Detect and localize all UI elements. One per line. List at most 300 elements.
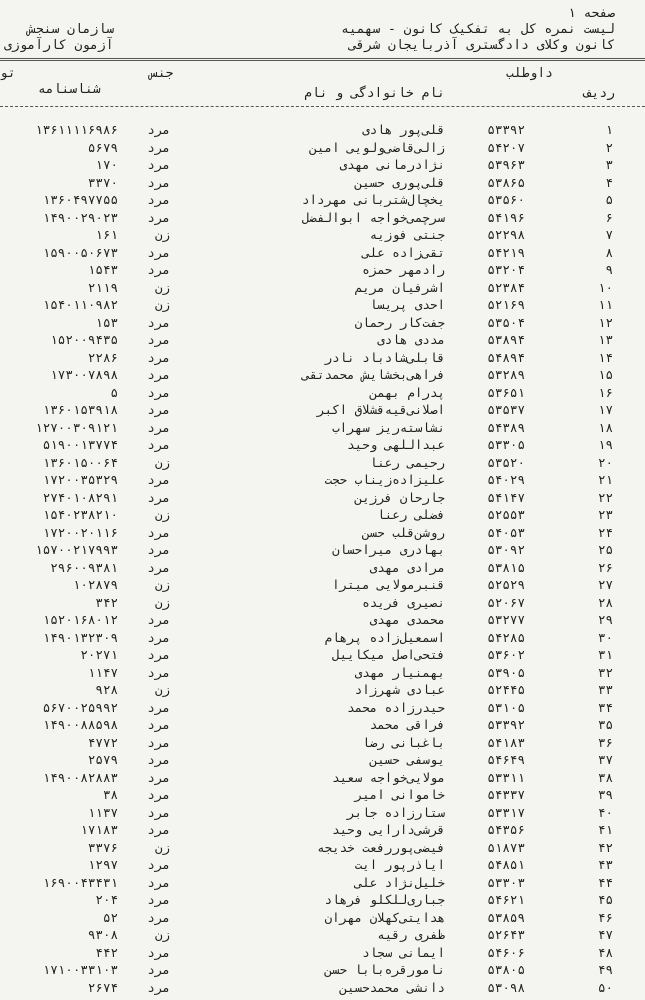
table-row (0, 210, 645, 226)
id-number: ۱۵۴۳ (87, 262, 118, 277)
table-row (0, 122, 645, 138)
applicant-sex: زن (154, 454, 170, 470)
applicant-code: ۵۳۰۹۲ (487, 542, 525, 557)
id-number: ۱۵۳ (95, 314, 118, 330)
row-number: ۱۵ (597, 367, 613, 382)
applicant-sex: مرد (147, 524, 170, 540)
applicant-name: جنتی فوزیه (369, 227, 445, 242)
row-number: ۳۲ (597, 664, 613, 680)
applicant-code: ۵۲۱۶۹ (487, 297, 525, 312)
applicant-sex: مرد (147, 612, 170, 627)
id-number: ۵۲ (102, 909, 118, 925)
table-row (0, 787, 645, 803)
id-number: ۹۲۸ (95, 682, 118, 697)
applicant-name: بهمنیار مهدی (354, 664, 445, 680)
applicant-sex: مرد (147, 559, 170, 575)
applicant-code: ۵۳۳۹۲ (487, 717, 525, 732)
id-number: ۲۶۷۴ (87, 979, 118, 995)
row-number: ۴ (605, 174, 613, 190)
id-number: ۱۶۹۰۰۴۳۴۳۱ (42, 874, 118, 890)
applicant-sex: مرد (147, 752, 170, 767)
id-number: ۳۸ (102, 787, 118, 802)
id-number: ۲۱۱۹ (87, 279, 118, 295)
applicant-code: ۵۳۳۰۳ (487, 874, 525, 890)
row-number: ۲۶ (597, 559, 613, 575)
id-number: ۴۴۲ (95, 944, 118, 960)
id-number: ۱۳۶۰۴۹۷۷۵۵ (42, 192, 118, 207)
row-number: ۱۴ (597, 349, 613, 365)
applicant-sex: زن (154, 279, 170, 295)
applicant-sex: مرد (147, 909, 170, 925)
applicant-code: ۵۳۳۹۲ (487, 122, 525, 137)
table-row (0, 840, 645, 856)
applicant-sex: مرد (147, 769, 170, 785)
table-row (0, 577, 645, 593)
table-row (0, 245, 645, 261)
row-number: ۱۲ (597, 314, 613, 330)
table-row (0, 595, 645, 611)
applicant-sex: مرد (147, 174, 170, 190)
table-row (0, 875, 645, 891)
applicant-code: ۵۳۵۰۴ (487, 314, 525, 330)
applicant-name: جباری‌للکلو فرهاد (324, 892, 445, 907)
row-number: ۴۲ (597, 839, 613, 855)
id-number: ۲۰۲۷۱ (80, 647, 118, 662)
row-number: ۳۱ (597, 647, 613, 662)
applicant-sex: مرد (147, 472, 170, 487)
row-number: ۴۰ (597, 804, 613, 820)
applicant-code: ۵۴۲۱۹ (487, 244, 525, 260)
id-number: ۱۶۱ (95, 227, 118, 242)
id-number: ۱۵۲۰۰۹۴۳۵ (50, 332, 118, 347)
applicant-sex: مرد (147, 332, 170, 347)
id-number: ۹۳۰۸ (87, 927, 118, 942)
id-number: ۵۱۹۰۰۱۳۷۷۴ (42, 437, 118, 452)
id-number: ۱۷۱۸۳ (80, 822, 118, 837)
applicant-code: ۵۳۳۱۷ (487, 804, 525, 820)
applicant-sex: مرد (147, 874, 170, 890)
row-number: ۳ (605, 157, 613, 172)
table-row (0, 910, 645, 926)
applicant-code: ۵۳۲۰۴ (487, 262, 525, 277)
row-number: ۳۶ (597, 734, 613, 750)
table-row (0, 472, 645, 488)
row-number: ۲۸ (597, 594, 613, 610)
row-number: ۴۶ (597, 909, 613, 925)
id-number: ۱۵۴۰۲۳۸۲۱۰ (42, 507, 118, 522)
row-number: ۹ (605, 262, 613, 277)
applicant-name: مولایی‌خواجه سعید (332, 769, 445, 785)
column-head-name: نام خانوادگی و نام (304, 86, 445, 101)
table-row (0, 962, 645, 978)
row-number: ۲۰ (597, 454, 613, 470)
applicant-sex: زن (154, 227, 170, 242)
table-row (0, 157, 645, 173)
row-number: ۲۵ (597, 542, 613, 557)
id-number: ۱۷۲۰۰۲۰۱۱۶ (42, 524, 118, 540)
id-number: ۱۳۶۱۱۱۱۶۹۸۶ (35, 122, 118, 137)
table-row (0, 980, 645, 996)
exam-name: آزمون کارآموزی (4, 38, 114, 53)
applicant-name: خلیل‌نژاد علی (354, 874, 445, 890)
applicant-name: اصلانی‌قیه‌قشلاق اکبر (317, 402, 445, 417)
table-row (0, 560, 645, 576)
table-row (0, 402, 645, 418)
applicant-name: عبادی شهرزاد (354, 682, 445, 697)
applicant-sex: زن (154, 577, 170, 592)
applicant-name: فراهی‌بخشایش محمدتقی (302, 367, 445, 382)
id-number: ۱۴۹۰۰۲۹۰۲۳ (42, 209, 118, 225)
applicant-code: ۵۲۵۲۹ (487, 577, 525, 592)
applicant-sex: مرد (147, 787, 170, 802)
applicant-sex: مرد (147, 857, 170, 872)
id-number: ۲۲۸۶ (87, 349, 118, 365)
table-row (0, 420, 645, 436)
row-number: ۴۹ (597, 962, 613, 977)
row-number: ۴۱ (597, 822, 613, 837)
table-row (0, 437, 645, 453)
id-number: ۱۵۴۰۱۱۰۹۸۲ (42, 297, 118, 312)
applicant-code: ۵۳۵۳۷ (487, 402, 525, 417)
applicant-name: جفت‌کار رحمان (354, 314, 445, 330)
id-number: ۱۵۷۰۰۲۱۷۹۹۳ (35, 542, 118, 557)
id-number: ۱۱۳۷ (87, 804, 118, 820)
row-number: ۳۹ (597, 787, 613, 802)
row-number: ۷ (605, 227, 613, 242)
applicant-sex: مرد (147, 139, 170, 155)
table-row (0, 507, 645, 523)
applicant-code: ۵۲۲۹۸ (487, 227, 525, 242)
applicant-sex: مرد (147, 314, 170, 330)
applicant-name: ایاذرپور ایت (354, 857, 445, 872)
row-number: ۴۳ (597, 857, 613, 872)
applicant-name: قلی‌پوری حسین (354, 174, 445, 190)
table-row (0, 927, 645, 943)
applicant-name: نشاسته‌ریز سهراب (332, 419, 445, 435)
table-row (0, 315, 645, 331)
applicant-sex: مرد (147, 822, 170, 837)
applicant-sex: مرد (147, 384, 170, 400)
applicant-name: یخچال‌شتربانی مهرداد (302, 192, 445, 207)
table-row (0, 192, 645, 208)
table-row (0, 770, 645, 786)
applicant-code: ۵۲۶۴۳ (487, 927, 525, 942)
applicant-sex: مرد (147, 699, 170, 715)
applicant-name: قلی‌پور هادی (362, 122, 445, 137)
applicant-code: ۵۴۱۴۷ (487, 489, 525, 505)
table-row (0, 892, 645, 908)
report-title: لیست نمره کل به تفکیک کانون - سهمیه (341, 22, 615, 37)
applicant-sex: مرد (147, 402, 170, 417)
table-divider (0, 106, 645, 107)
applicant-sex: مرد (147, 209, 170, 225)
table-row (0, 280, 645, 296)
row-number: ۲۴ (597, 524, 613, 540)
table-row (0, 542, 645, 558)
applicant-sex: مرد (147, 367, 170, 382)
applicant-code: ۵۴۸۹۴ (487, 349, 525, 365)
id-number: ۲۰۴ (95, 892, 118, 907)
applicant-name: رحیمی رعنا (369, 454, 445, 470)
applicant-name: هدایتی‌کهلان مهران (324, 909, 445, 925)
applicant-name: مرادی مهدی (369, 559, 445, 575)
id-number: ۱۳۶۰۱۵۰۰۶۴ (42, 454, 118, 470)
applicant-code: ۵۳۵۲۰ (487, 454, 525, 470)
row-number: ۳۰ (597, 629, 613, 645)
applicant-name: زالی‌قاضی‌ولویی امین (309, 139, 445, 155)
applicant-code: ۵۳۱۰۵ (487, 699, 525, 715)
applicant-name: محمدی مهدی (369, 612, 445, 627)
applicant-name: نصیری فریده (362, 594, 445, 610)
applicant-name: نامورقره‌بابا حسن (324, 962, 445, 977)
id-number: ۱۵۹۰۰۵۰۶۷۳ (42, 244, 118, 260)
table-row (0, 140, 645, 156)
table-row (0, 455, 645, 471)
applicant-code: ۵۳۳۱۱ (487, 769, 525, 785)
applicant-code: ۵۳۹۰۵ (487, 664, 525, 680)
applicant-code: ۵۴۶۲۱ (487, 892, 525, 907)
column-head-id-number: شناسنامه (38, 82, 101, 97)
table-row (0, 700, 645, 716)
applicant-code: ۵۳۸۱۵ (487, 559, 525, 575)
row-number: ۴۵ (597, 892, 613, 907)
id-number: ۲۵۷۹ (87, 752, 118, 767)
applicant-name: فیضی‌پوررفعت خدیجه (317, 839, 445, 855)
row-number: ۵ (605, 192, 613, 207)
applicant-code: ۵۴۳۸۹ (487, 419, 525, 435)
row-number: ۸ (605, 244, 613, 260)
table-row (0, 822, 645, 838)
applicant-name: روشن‌قلب حسن (362, 524, 445, 540)
id-number: ۳۴۲ (95, 594, 118, 610)
id-number: ۱۰۲۸۷۹ (72, 577, 118, 592)
row-number: ۴۸ (597, 944, 613, 960)
applicant-sex: مرد (147, 892, 170, 907)
applicant-name: خاموانی امیر (354, 787, 445, 802)
applicant-name: باغبانی رضا (362, 734, 445, 750)
applicant-name: قنبرمولایی میترا (332, 577, 445, 592)
applicant-name: ظفری رقیه (377, 927, 445, 942)
id-number: ۱۲۷۰۰۳۰۹۱۲۱ (35, 419, 118, 435)
row-number: ۱۷ (597, 402, 613, 417)
id-number: ۱۲۹۷ (87, 857, 118, 872)
applicant-code: ۵۴۱۹۶ (487, 209, 525, 225)
table-row (0, 665, 645, 681)
row-number: ۱۱ (597, 297, 613, 312)
applicant-code: ۵۲۰۶۷ (487, 594, 525, 610)
applicant-sex: زن (154, 682, 170, 697)
id-number: ۱۷۳۰۰۷۸۹۸ (50, 367, 118, 382)
applicant-name: فضلی رعنا (377, 507, 445, 522)
applicant-code: ۵۳۸۵۹ (487, 909, 525, 925)
id-number: ۱۴۹۰۰۸۲۸۸۳ (42, 769, 118, 785)
row-number: ۲۲ (597, 489, 613, 505)
row-number: ۳۵ (597, 717, 613, 732)
table-row (0, 752, 645, 768)
applicant-name: اشرفیان مریم (354, 279, 445, 295)
applicant-code: ۵۴۲۸۵ (487, 629, 525, 645)
applicant-code: ۵۲۵۵۳ (487, 507, 525, 522)
table-row (0, 332, 645, 348)
row-number: ۳۷ (597, 752, 613, 767)
table-row (0, 367, 645, 383)
table-row (0, 682, 645, 698)
id-number: ۱۷۲۰۰۳۵۳۲۹ (42, 472, 118, 487)
applicant-name: قرشی‌دارایی وحید (332, 822, 445, 837)
table-row (0, 350, 645, 366)
applicant-code: ۵۲۳۸۴ (487, 279, 525, 295)
row-number: ۱۳ (597, 332, 613, 347)
applicant-code: ۵۳۸۹۴ (487, 332, 525, 347)
applicant-sex: مرد (147, 419, 170, 435)
id-number: ۱۴۹۰۰۸۸۵۹۸ (42, 717, 118, 732)
row-number: ۲۹ (597, 612, 613, 627)
row-number: ۱۹ (597, 437, 613, 452)
id-number: ۱۴۹۰۱۳۲۳۰۹ (42, 629, 118, 645)
applicant-sex: مرد (147, 734, 170, 750)
organization-name: سازمان سنجش (28, 22, 115, 37)
applicant-code: ۵۴۱۸۳ (487, 734, 525, 750)
id-number: ۵۶۷۹ (87, 139, 118, 155)
id-number: ۴۷۷۲ (87, 734, 118, 750)
applicant-code: ۵۳۳۰۵ (487, 437, 525, 452)
applicant-name: بهادری میراحسان (332, 542, 445, 557)
applicant-name: دانشی محمدحسین (339, 979, 445, 995)
row-number: ۲ (605, 139, 613, 155)
table-row (0, 227, 645, 243)
applicant-name: نژادرمانی مهدی (339, 157, 445, 172)
id-number: ۱۵۲۰۱۶۸۰۱۲ (42, 612, 118, 627)
row-number: ۱۸ (597, 419, 613, 435)
applicant-code: ۵۳۰۹۸ (487, 979, 525, 995)
applicant-name: مددی هادی (377, 332, 445, 347)
applicant-sex: مرد (147, 717, 170, 732)
applicant-sex: مرد (147, 122, 170, 137)
applicant-name: یوسفی حسین (369, 752, 445, 767)
column-group-applicant: داوطلب (506, 66, 553, 81)
table-row (0, 857, 645, 873)
id-number: ۱۷۰ (95, 157, 118, 172)
id-number: ۳۳۷۶ (87, 839, 118, 855)
applicant-name: پدرام بهمن (369, 384, 445, 400)
applicant-code: ۵۱۸۷۳ (487, 839, 525, 855)
applicant-code: ۵۴۳۳۷ (487, 787, 525, 802)
applicant-name: جارحان فرزین (354, 489, 445, 505)
applicant-sex: مرد (147, 664, 170, 680)
applicant-sex: مرد (147, 262, 170, 277)
row-number: ۱۰ (597, 279, 613, 295)
id-number: ۵ (110, 384, 118, 400)
applicant-code: ۵۳۶۵۱ (487, 384, 525, 400)
row-number: ۳۴ (597, 699, 613, 715)
applicant-code: ۵۳۵۶۰ (487, 192, 525, 207)
column-head-sex: جنس (150, 66, 174, 81)
row-number: ۲۱ (597, 472, 613, 487)
applicant-sex: مرد (147, 647, 170, 662)
applicant-code: ۵۴۳۵۶ (487, 822, 525, 837)
id-number: ۱۳۶۰۱۵۳۹۱۸ (42, 402, 118, 417)
id-number: ۵۶۷۰۰۲۵۹۹۲ (42, 699, 118, 715)
table-row (0, 175, 645, 191)
applicant-sex: مرد (147, 629, 170, 645)
applicant-name: ستارزاده جابر (347, 804, 445, 820)
id-number: ۱۷۱۰۰۳۳۱۰۳ (42, 962, 118, 977)
row-number: ۴۴ (597, 874, 613, 890)
table-row (0, 647, 645, 663)
applicant-name: قابلی‌شادباد نادر (324, 349, 445, 365)
applicant-code: ۵۳۹۶۳ (487, 157, 525, 172)
applicant-sex: مرد (147, 944, 170, 960)
applicant-code: ۵۴۲۰۷ (487, 139, 525, 155)
applicant-code: ۵۲۴۴۵ (487, 682, 525, 697)
table-row (0, 735, 645, 751)
row-number: ۴۷ (597, 927, 613, 942)
applicant-sex: مرد (147, 979, 170, 995)
table-row (0, 630, 645, 646)
column-head-cut: تو (0, 66, 16, 81)
applicant-name: احدی پریسا (369, 297, 445, 312)
row-number: ۶ (605, 209, 613, 225)
table-row (0, 525, 645, 541)
applicant-name: علیزاده‌زیناب حجت (324, 472, 445, 487)
applicant-name: فراقی محمد (369, 717, 445, 732)
applicant-name: تقی‌زاده علی (362, 244, 445, 260)
row-number: ۳۸ (597, 769, 613, 785)
applicant-sex: مرد (147, 804, 170, 820)
table-row (0, 612, 645, 628)
table-row (0, 805, 645, 821)
applicant-sex: زن (154, 927, 170, 942)
applicant-sex: مرد (147, 244, 170, 260)
applicant-code: ۵۳۸۰۵ (487, 962, 525, 977)
applicant-name: رادمهر حمزه (362, 262, 445, 277)
page-label: صفحه ۱ (568, 6, 615, 21)
id-number: ۲۷۴۰۱۰۸۲۹۱ (42, 489, 118, 505)
applicant-name: عبداللهی وحید (347, 437, 445, 452)
applicant-sex: مرد (147, 349, 170, 365)
row-number: ۵۰ (597, 979, 613, 995)
applicant-sex: مرد (147, 489, 170, 505)
applicant-sex: زن (154, 839, 170, 855)
id-number: ۲۹۶۰۰۹۳۸۱ (50, 559, 118, 575)
column-head-row-number: ردیف (583, 86, 615, 101)
applicant-code: ۵۴۰۲۹ (487, 472, 525, 487)
row-number: ۲۷ (597, 577, 613, 592)
applicant-sex: مرد (147, 437, 170, 452)
applicant-name: فتحی‌اصل میکاییل (332, 647, 445, 662)
applicant-code: ۵۳۶۰۲ (487, 647, 525, 662)
table-row (0, 945, 645, 961)
row-number: ۱۶ (597, 384, 613, 400)
applicant-name: ایمانی سجاد (362, 944, 445, 960)
applicant-sex: زن (154, 507, 170, 522)
row-number: ۳۳ (597, 682, 613, 697)
header-divider (0, 58, 645, 61)
applicant-code: ۵۳۲۷۷ (487, 612, 525, 627)
id-number: ۱۱۴۷ (87, 664, 118, 680)
table-row (0, 717, 645, 733)
bar-association-name: کانون وکلای دادگستری آذربایجان شرقی (348, 38, 615, 53)
applicant-sex: مرد (147, 192, 170, 207)
applicant-name: اسمعیل‌زاده پرهام (324, 629, 445, 645)
applicant-name: سرچمی‌خواجه ابوالفضل (302, 209, 445, 225)
applicant-code: ۵۴۶۴۹ (487, 752, 525, 767)
applicant-sex: مرد (147, 157, 170, 172)
table-row (0, 385, 645, 401)
table-row (0, 297, 645, 313)
id-number: ۳۳۷۰ (87, 174, 118, 190)
applicant-code: ۵۴۸۵۱ (487, 857, 525, 872)
